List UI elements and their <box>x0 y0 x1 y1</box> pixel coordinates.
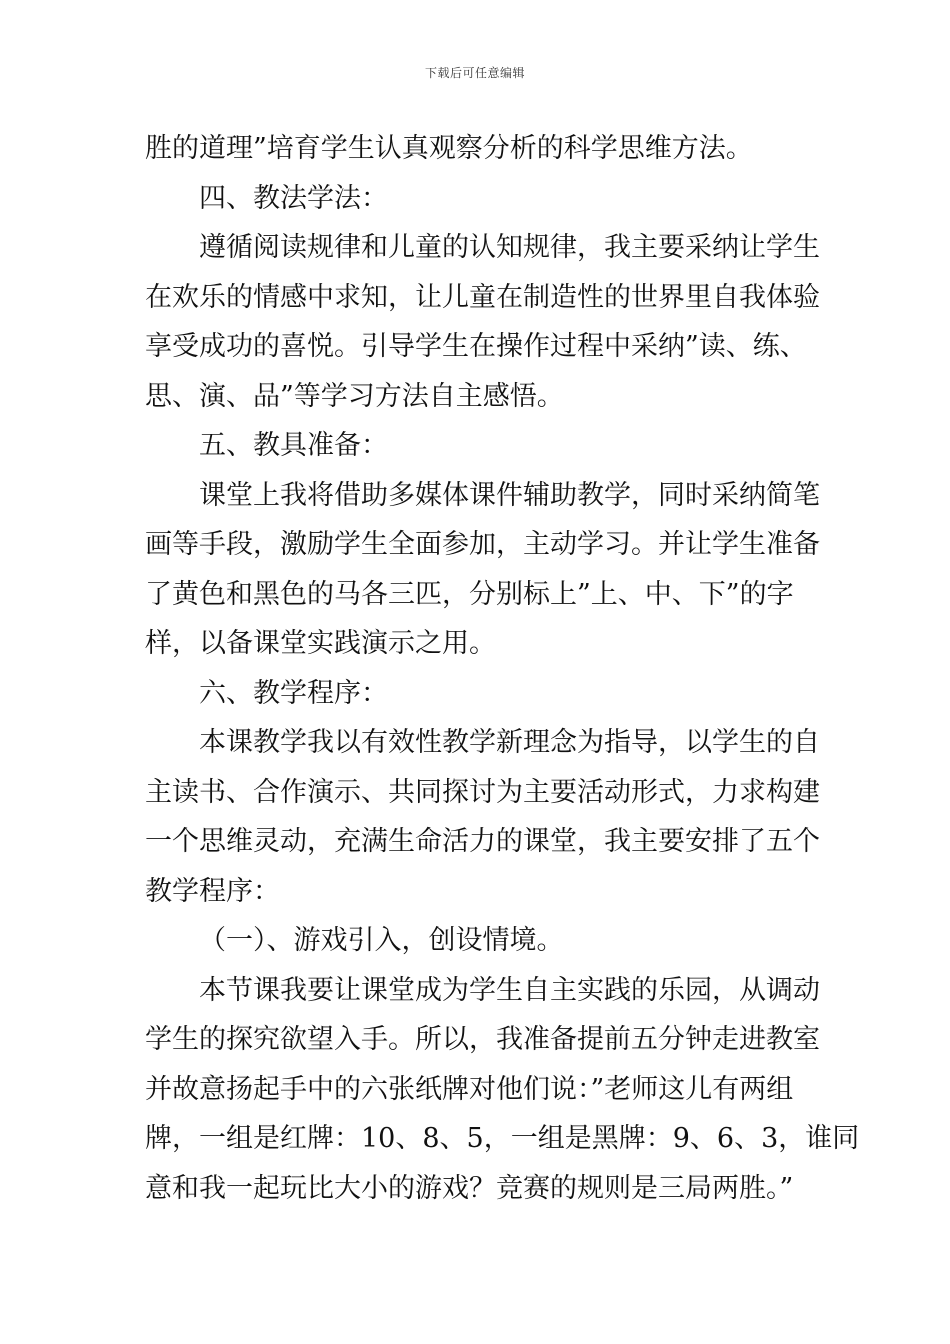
text-line: 主读书、合作演示、共同探讨为主要活动形式，力求构建 <box>145 776 820 808</box>
text-line: 本课教学我以有效性教学新理念为指导，以学生的自 <box>199 727 820 758</box>
text-line: 样，以备课堂实践演示之用。 <box>145 628 496 659</box>
section-heading: 六、教学程序： <box>199 677 388 709</box>
text-line: 思、演、品”等学习方法自主感悟。 <box>145 380 564 412</box>
text-line: 一个思维灵动，充满生命活力的课堂，我主要安排了五个 <box>145 826 820 857</box>
subsection-heading: （一）、游戏引入，创设情境。 <box>199 925 564 956</box>
text-line: 学生的探究欲望入手。所以，我准备提前五分钟走进教室 <box>145 1024 820 1055</box>
document-body <box>145 124 860 1213</box>
text-line: 了黄色和黑色的马各三匹，分别标上”上、中、下”的字 <box>145 578 794 610</box>
text-line: 教学程序： <box>145 875 280 907</box>
text-line: 本节课我要让课堂成为学生自主实践的乐园，从调动 <box>199 974 820 1006</box>
text-line: 在欢乐的情感中求知，让儿童在制造性的世界里自我体验 <box>145 281 820 313</box>
text-line: 牌，一组是红牌：10、8、5，一组是黑牌：9、6、3，谁同 <box>145 1123 860 1154</box>
text-line: 画等手段，激励学生全面参加，主动学习。并让学生准备 <box>145 529 820 560</box>
text-line: 并故意扬起手中的六张纸牌对他们说：”老师这儿有两组 <box>145 1073 794 1105</box>
text-line: 课堂上我将借助多媒体课件辅助教学，同时采纳简笔 <box>199 479 820 511</box>
text-line: 胜的道理”培育学生认真观察分析的科学思维方法。 <box>145 133 753 164</box>
text-line: 意和我一起玩比大小的游戏？竞赛的规则是三局两胜。” <box>145 1172 794 1204</box>
section-heading: 五、教具准备： <box>199 430 388 461</box>
page-header: 下载后可任意编辑 <box>424 66 525 80</box>
text-line: 享受成功的喜悦。引导学生在操作过程中采纳”读、练、 <box>145 331 807 362</box>
text-line: 遵循阅读规律和儿童的认知规律，我主要采纳让学生 <box>199 232 820 263</box>
section-heading: 四、教法学法： <box>199 182 388 214</box>
